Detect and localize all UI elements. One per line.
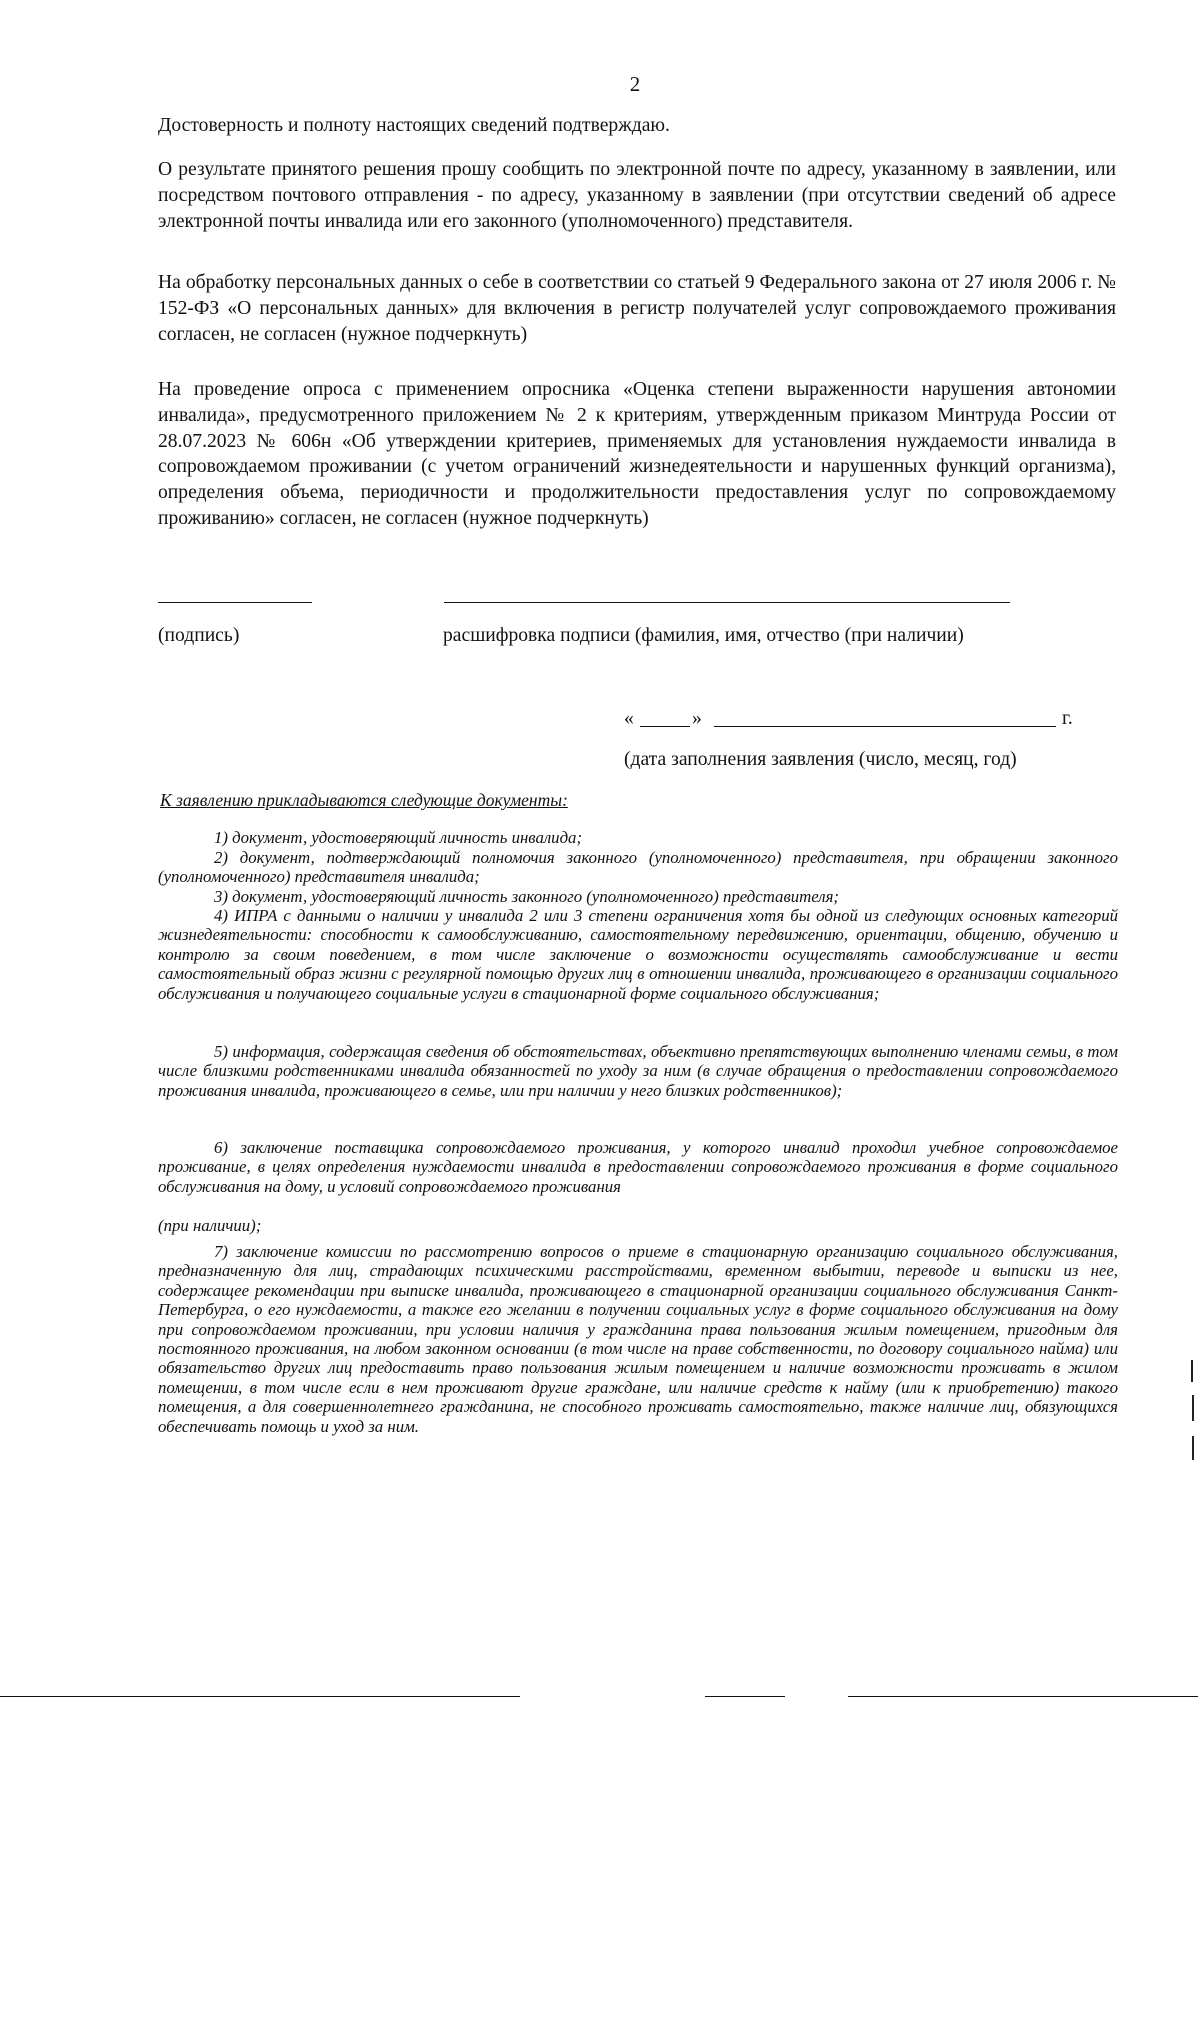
signature-decoding-line bbox=[444, 602, 1010, 603]
paragraph-confirmation: Достоверность и полноту настоящих сведений подтверждаю. bbox=[158, 115, 670, 136]
date-month-line bbox=[714, 726, 1056, 727]
attachment-item-6: 6) заключение поставщика сопровождаемого проживания, у которого инвалид проходил учебное сопровождаемое проживание, в целях определения нуждаемости инвалида в предоставлении сопровождаемого проживания в форме социального обслуживания на дому, и условий сопровождаемого проживания bbox=[158, 1138, 1118, 1196]
signature-label: (подпись) bbox=[158, 625, 240, 646]
attachment-item-7: 7) заключение комиссии по рассмотрению вопросов о приеме в стационарную организацию социального обслуживания, предназначенную для лиц, страдающих психическими расстройствами, временном выбытии, переводе и выписки из нее, содержащее рекомендации при выписке инвалида, проживающего в стационарной организации социального обслуживания Санкт-Петербурга, о его нуждаемости, а также его желании в получении социальных услуг в форме социального обслуживания на дому при сопровождаемом проживании, при условии наличия у гражданина права пользования жилым помещением, пригодным для постоянного проживания, на любом законном основании (в том числе на праве собственности, по договору социального найма) или обязательство других лиц предоставить право пользования жилым помещением и наличие возможности проживать в жилом помещении, в том числе если в нем проживают другие граждане, или наличие средств к найму (или к приобретению) такого помещения, а для совершеннолетнего гражданина, не способного проживать самостоятельно, также наличие лиц, обязующихся обеспечивать помощь и уход за ним. bbox=[158, 1242, 1118, 1436]
scan-edge-line bbox=[705, 1696, 785, 1697]
scan-mark bbox=[1192, 1436, 1194, 1460]
paragraph-survey-consent: На проведение опроса с применением опросника «Оценка степени выраженности нарушения автономии инвалида», предусмотренного приложением № 2 к критериям, утвержденным приказом Минтруда России от 28.07.2023 № 606н «Об утверждении критериев, применяемых для установления нуждаемости инвалида в сопровождаемом проживании (с учетом ограничений жизнедеятельности и нарушенных функций организма), определения объема, периодичности и продолжительности предоставления услуг по сопровождаемому проживанию» согласен, не согласен (нужное подчеркнуть) bbox=[158, 379, 1116, 529]
signature-line bbox=[158, 602, 312, 603]
attachment-item-1: 1) документ, удостоверяющий личность инвалида; bbox=[214, 828, 583, 847]
date-close-quote: » bbox=[692, 708, 702, 729]
attachment-item-6-note: (при наличии); bbox=[158, 1216, 262, 1235]
paragraph-notification: О результате принятого решения прошу сообщить по электронной почте по адресу, указанному в заявлении, или посредством почтового отправления - по адресу, указанному в заявлении (при отсутствии сведений об адресе электронной почты инвалида или его законного (уполномоченного) представителя. bbox=[158, 159, 1116, 232]
attachment-item-5: 5) информация, содержащая сведения об обстоятельствах, объективно препятствующих выполнению членами семьи, в том числе близкими родственниками инвалида обязанностей по уходу за ним (в случае обращения о предоставлении сопровождаемого проживания инвалида, проживающего в семье, или при наличии у него близких родственников); bbox=[158, 1042, 1118, 1100]
date-label: (дата заполнения заявления (число, месяц, год) bbox=[624, 749, 1017, 770]
attachments-heading: К заявлению прикладываются следующие документы: bbox=[160, 790, 568, 810]
scan-edge-line bbox=[0, 1696, 520, 1697]
page-number: 2 bbox=[629, 72, 641, 96]
scan-mark bbox=[1191, 1360, 1193, 1382]
paragraph-personal-data-consent: На обработку персональных данных о себе в соответствии со статьей 9 Федерального закона от 27 июля 2006 г. № 152-ФЗ «О персональных данных» для включения в регистр получателей услуг сопровождаемого проживания согласен, не согласен (нужное подчеркнуть) bbox=[158, 272, 1116, 345]
scan-mark bbox=[1192, 1395, 1194, 1421]
date-year-suffix: г. bbox=[1062, 708, 1073, 729]
signature-decoding-label: расшифровка подписи (фамилия, имя, отчество (при наличии) bbox=[443, 625, 964, 646]
attachment-item-4: 4) ИПРА с данными о наличии у инвалида 2 или 3 степени ограничения хотя бы одной из следующих основных категорий жизнедеятельности: способности к самообслуживанию, самостоятельному передвижению, ориентации, общению, обучению и контролю за своим поведением, в том числе заключение о возможности осуществлять самообслуживание и вести самостоятельный образ жизни с регулярной помощью других лиц в отношении инвалида, проживающего в организации социального обслуживания и получающего социальные услуги в стационарной форме социального обслуживания; bbox=[158, 906, 1118, 1003]
attachment-item-3: 3) документ, удостоверяющий личность законного (уполномоченного) представителя; bbox=[214, 887, 839, 906]
scan-edge-line bbox=[848, 1696, 1198, 1697]
date-day-line bbox=[640, 726, 690, 727]
date-open-quote: « bbox=[624, 708, 634, 729]
attachment-item-2: 2) документ, подтверждающий полномочия законного (уполномоченного) представителя, при обращении законного (уполномоченного) представителя инвалида; bbox=[158, 848, 1118, 887]
